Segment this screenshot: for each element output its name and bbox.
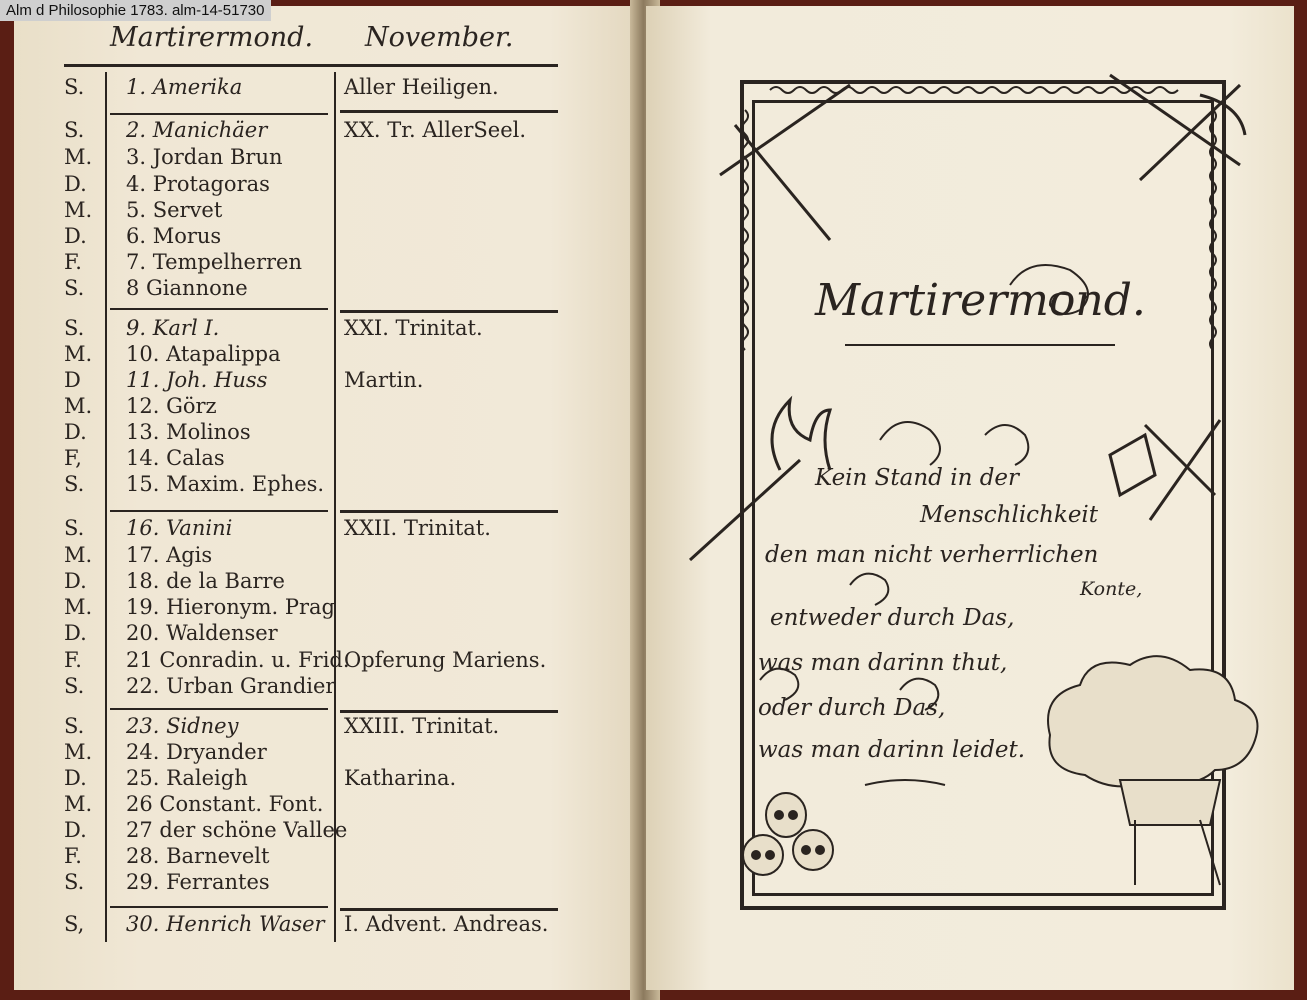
weekday-label: M.	[64, 198, 93, 222]
martyr-name: 4. Protagoras	[126, 172, 270, 196]
weekday-label: S,	[64, 912, 85, 936]
weekday-label: M.	[64, 145, 93, 169]
weekday-label: D.	[64, 224, 87, 248]
martyr-name: 1. Amerika	[126, 75, 243, 99]
weekday-label: S.	[64, 118, 85, 142]
martyr-name: 22. Urban Grandier	[126, 674, 336, 698]
weekday-label: D.	[64, 172, 87, 196]
weekday-label: S.	[64, 870, 85, 894]
weekday-label: M.	[64, 543, 93, 567]
weekday-label: D.	[64, 766, 87, 790]
martyr-name: 6. Morus	[126, 224, 222, 248]
feast-day: I. Advent. Andreas.	[344, 912, 549, 936]
martyr-name: 15. Maxim. Ephes.	[126, 472, 325, 496]
weekday-label: D.	[64, 818, 87, 842]
martyr-name: 26 Constant. Font.	[126, 792, 324, 816]
weekday-label: D.	[64, 569, 87, 593]
martyr-name: 16. Vanini	[126, 516, 233, 540]
weekday-label: F,	[64, 446, 82, 470]
motto-line: oder durch Das,	[758, 695, 946, 721]
martyr-name: 8 Giannone	[126, 276, 248, 300]
weekday-label: F.	[64, 844, 82, 868]
martyr-name: 12. Görz	[126, 394, 217, 418]
feast-day: Aller Heiligen.	[344, 75, 499, 99]
martyr-name: 28. Barnevelt	[126, 844, 270, 868]
feast-day: XXI. Trinitat.	[344, 316, 483, 340]
weekday-label: F.	[64, 250, 82, 274]
martyr-name: 30. Henrich Waser	[126, 912, 325, 936]
weekday-label: S.	[64, 75, 85, 99]
martyr-name: 25. Raleigh	[126, 766, 248, 790]
weekday-label: M.	[64, 792, 93, 816]
motto-line: Kein Stand in der	[815, 465, 1020, 491]
martyr-name: 3. Jordan Brun	[126, 145, 283, 169]
martyr-name: 14. Calas	[126, 446, 225, 470]
feast-day: Opferung Mariens.	[344, 648, 547, 672]
martyr-name: 2. Manichäer	[126, 118, 268, 142]
martyr-name: 21 Conradin. u. Frid.	[126, 648, 350, 672]
month-header: Martirermond.	[110, 22, 314, 53]
martyr-name: 27 der schöne Vallee	[126, 818, 348, 842]
feast-day: XXIII. Trinitat.	[344, 714, 500, 738]
motto-line: Konte,	[1080, 578, 1143, 600]
martyr-name: 20. Waldenser	[126, 621, 278, 645]
martyr-name: 10. Atapalippa	[126, 342, 281, 366]
feast-day: XXII. Trinitat.	[344, 516, 491, 540]
month-header-german: November.	[365, 22, 514, 53]
weekday-label: S.	[64, 316, 85, 340]
motto-line: was man darinn leidet.	[758, 737, 1026, 763]
weekday-label: S.	[64, 276, 85, 300]
weekday-label: F.	[64, 648, 82, 672]
weekday-label: D.	[64, 420, 87, 444]
weekday-label: D	[64, 368, 81, 392]
martyr-name: 24. Dryander	[126, 740, 267, 764]
weekday-label: M.	[64, 595, 93, 619]
martyr-name: 11. Joh. Huss	[126, 368, 268, 392]
martyr-name: 29. Ferrantes	[126, 870, 270, 894]
plate-title: Martirermond.	[815, 275, 1146, 326]
motto-line: Menschlichkeit	[920, 502, 1099, 528]
weekday-label: M.	[64, 740, 93, 764]
motto-line: was man darinn thut,	[758, 650, 1008, 676]
weekday-label: S.	[64, 674, 85, 698]
weekday-label: D.	[64, 621, 87, 645]
motto-line: entweder durch Das,	[770, 605, 1015, 631]
martyr-name: 5. Servet	[126, 198, 223, 222]
feast-day: Martin.	[344, 368, 424, 392]
image-caption: Alm d Philosophie 1783. alm-14-51730	[0, 0, 271, 21]
weekday-label: S.	[64, 472, 85, 496]
feast-day: XX. Tr. AllerSeel.	[344, 118, 527, 142]
weekday-label: M.	[64, 342, 93, 366]
martyr-name: 9. Karl I.	[126, 316, 220, 340]
weekday-label: S.	[64, 714, 85, 738]
feast-day: Katharina.	[344, 766, 457, 790]
motto-line: den man nicht verherrlichen	[765, 542, 1099, 568]
weekday-label: S.	[64, 516, 85, 540]
plate-title-underline	[845, 344, 1115, 346]
martyr-name: 23. Sidney	[126, 714, 239, 738]
weekday-label: M.	[64, 394, 93, 418]
martyr-name: 7. Tempelherren	[126, 250, 302, 274]
martyr-name: 13. Molinos	[126, 420, 251, 444]
martyr-name: 19. Hieronym. Prag	[126, 595, 335, 619]
martyr-name: 18. de la Barre	[126, 569, 285, 593]
martyr-name: 17. Agis	[126, 543, 213, 567]
